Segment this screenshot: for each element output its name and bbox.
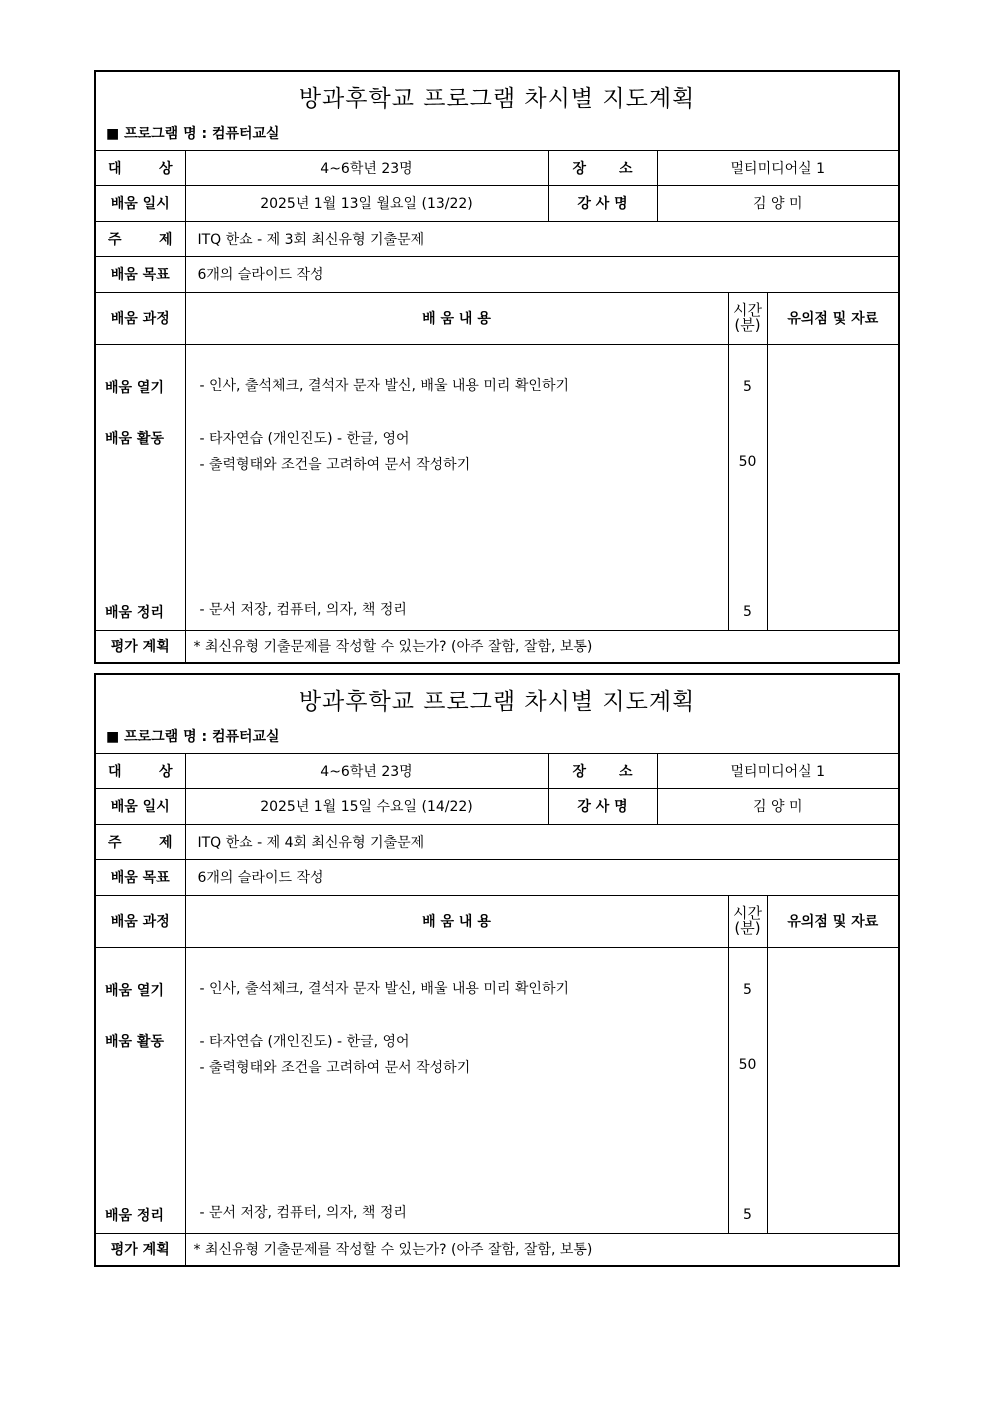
plan-title: 방과후학교 프로그램 차시별 지도계획 <box>95 71 899 116</box>
date-value: 2025년 1월 15일 수요일 (14/22) <box>185 788 548 824</box>
opening-content: - 인사, 출석체크, 결석자 문자 발신, 배울 내용 미리 확인하기 <box>199 980 570 997</box>
time-label-1: 시간 <box>733 904 762 922</box>
opening-label: 배움 열기 <box>105 982 164 999</box>
activity-label: 배움 활동 <box>105 1033 164 1050</box>
lesson-plan-2 <box>94 673 900 1267</box>
time-column <box>728 947 767 1233</box>
opening-time: 5 <box>743 981 752 998</box>
activity-label: 배움 활동 <box>105 430 164 447</box>
time-label-2: (분) <box>734 316 761 334</box>
time-header <box>728 292 767 344</box>
notes-column <box>767 947 899 1233</box>
activity-content-2: - 출력형태와 조건을 고려하여 문서 작성하기 <box>199 456 471 473</box>
target-label: 대 상 <box>95 150 185 185</box>
closing-content: - 문서 저장, 컴퓨터, 의자, 책 정리 <box>199 1204 407 1221</box>
teacher-label: 강 사 명 <box>548 185 657 221</box>
opening-content: - 인사, 출석체크, 결석자 문자 발신, 배울 내용 미리 확인하기 <box>199 377 570 394</box>
content-column <box>185 344 728 630</box>
place-value: 멀티미디어실 1 <box>657 753 899 788</box>
target-label: 대 상 <box>95 753 185 788</box>
target-value: 4~6학년 23명 <box>185 753 548 788</box>
notes-column <box>767 344 899 630</box>
lesson-plan-1 <box>94 70 900 664</box>
content-label: 배 움 내 용 <box>185 895 728 947</box>
plan-title: 방과후학교 프로그램 차시별 지도계획 <box>95 674 899 719</box>
topic-label: 주 제 <box>95 221 185 256</box>
opening-label: 배움 열기 <box>105 379 164 396</box>
closing-time: 5 <box>743 603 752 620</box>
date-label: 배움 일시 <box>95 185 185 221</box>
time-label-1: 시간 <box>733 301 762 319</box>
goal-value: 6개의 슬라이드 작성 <box>185 256 899 292</box>
closing-label: 배움 정리 <box>105 604 164 621</box>
place-value: 멀티미디어실 1 <box>657 150 899 185</box>
activity-content-2: - 출력형태와 조건을 고려하여 문서 작성하기 <box>199 1059 471 1076</box>
activity-time: 50 <box>738 453 757 470</box>
teacher-label: 강 사 명 <box>548 788 657 824</box>
notes-label: 유의점 및 자료 <box>767 895 899 947</box>
time-header <box>728 895 767 947</box>
content-column <box>185 947 728 1233</box>
notes-label: 유의점 및 자료 <box>767 292 899 344</box>
target-value: 4~6학년 23명 <box>185 150 548 185</box>
closing-time: 5 <box>743 1206 752 1223</box>
process-label: 배움 과정 <box>95 895 185 947</box>
topic-value: ITQ 한쇼 - 제 3회 최신유형 기출문제 <box>185 221 899 256</box>
goal-label: 배움 목표 <box>95 859 185 895</box>
date-value: 2025년 1월 13일 월요일 (13/22) <box>185 185 548 221</box>
opening-time: 5 <box>743 378 752 395</box>
eval-value: * 최신유형 기출문제를 작성할 수 있는가? (아주 잘함, 잘함, 보통) <box>185 630 899 663</box>
program-name: ■ 프로그램 명 : 컴퓨터교실 <box>95 719 899 753</box>
topic-label: 주 제 <box>95 824 185 859</box>
program-name: ■ 프로그램 명 : 컴퓨터교실 <box>95 116 899 150</box>
activity-content-1: - 타자연습 (개인진도) - 한글, 영어 <box>199 1033 410 1050</box>
place-label: 장 소 <box>548 150 657 185</box>
eval-value: * 최신유형 기출문제를 작성할 수 있는가? (아주 잘함, 잘함, 보통) <box>185 1233 899 1266</box>
activity-time: 50 <box>738 1056 757 1073</box>
eval-label: 평가 계획 <box>95 1233 185 1266</box>
closing-content: - 문서 저장, 컴퓨터, 의자, 책 정리 <box>199 601 407 618</box>
date-label: 배움 일시 <box>95 788 185 824</box>
content-label: 배 움 내 용 <box>185 292 728 344</box>
goal-value: 6개의 슬라이드 작성 <box>185 859 899 895</box>
teacher-value: 김 양 미 <box>657 185 899 221</box>
stage-column <box>95 947 185 1233</box>
process-label: 배움 과정 <box>95 292 185 344</box>
teacher-value: 김 양 미 <box>657 788 899 824</box>
activity-content-1: - 타자연습 (개인진도) - 한글, 영어 <box>199 430 410 447</box>
closing-label: 배움 정리 <box>105 1207 164 1224</box>
place-label: 장 소 <box>548 753 657 788</box>
topic-value: ITQ 한쇼 - 제 4회 최신유형 기출문제 <box>185 824 899 859</box>
stage-column <box>95 344 185 630</box>
goal-label: 배움 목표 <box>95 256 185 292</box>
eval-label: 평가 계획 <box>95 630 185 663</box>
time-column <box>728 344 767 630</box>
time-label-2: (분) <box>734 919 761 937</box>
